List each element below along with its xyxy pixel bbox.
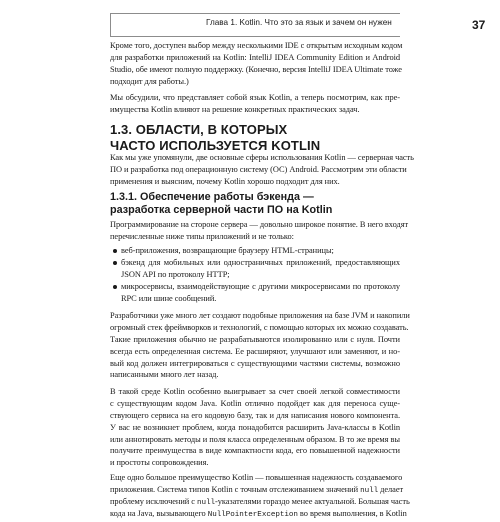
text-line xyxy=(110,484,404,496)
text-line: Такие приложения обычно не разрабатываются изолированно или с нуля. Почти xyxy=(110,334,400,344)
section-heading xyxy=(110,122,320,153)
text-line: RPC или шине сообщений. xyxy=(121,293,217,303)
paragraph-transition xyxy=(110,92,400,116)
text-line: JSON API по протоколу HTTP; xyxy=(121,269,230,279)
text-line: написанными много лет назад. xyxy=(110,370,219,380)
text-line: бэкенд для мобильных или одностраничных приложений, предоставляющих xyxy=(121,257,400,267)
paragraph-usage-areas xyxy=(110,152,414,188)
list-item xyxy=(110,281,400,305)
text-run: приложения. Система типов Kotlin с точным отслеживанием значений xyxy=(110,484,361,494)
page-number: 37 xyxy=(472,18,486,32)
running-header xyxy=(110,13,486,37)
section-heading-line: ЧАСТО ИСПОЛЬЗУЕТСЯ KOTLIN xyxy=(110,137,321,153)
running-title: Глава 1. Kotlin. Что это за язык и зачем он нужен xyxy=(206,18,392,27)
text-line xyxy=(110,496,410,508)
text-line: микросервисы, взаимодействующие с другими микросервисами по протоколу xyxy=(121,281,400,291)
list-item xyxy=(110,245,400,257)
paragraph-ide-options xyxy=(110,40,403,88)
text-line: перечисленные ниже типы приложений и не только: xyxy=(110,231,294,241)
text-line: имущества Kotlin влияют на решение конкретных практических задач. xyxy=(110,104,360,114)
text-run: -указателями гораздо менее актуальной. Большая часть xyxy=(214,496,410,506)
text-line: для разработки приложений на Kotlin: IntelliJ IDEA Community Edition и Android xyxy=(110,52,400,62)
text-line: всегда есть определенная система. Ее расширяют, улучшают или заменяют, и но- xyxy=(110,346,400,356)
paragraph-reliability xyxy=(110,472,410,520)
text-line: или аннотировать методы и поля класса определенным образом. В то же время вы xyxy=(110,434,400,444)
text-line xyxy=(110,508,407,520)
section-heading-line: 1.3. ОБЛАСТИ, В КОТОРЫХ xyxy=(110,122,288,137)
text-line: вый код должен интегрироваться с существующими частями системы, возможно xyxy=(110,358,400,368)
text-line: подходит для работы.) xyxy=(110,76,189,86)
subsection-heading xyxy=(110,191,332,217)
text-line: В такой среде Kotlin особенно выигрывает за счет своей легкой совместимости xyxy=(110,387,400,396)
text-line: с существующим кодом Java. Kotlin отлично подойдет как для переноса суще- xyxy=(110,398,400,408)
text-run: делает xyxy=(378,484,404,494)
text-line: ПО и разработка под операционную систему (ОС) Android. Рассмотрим эти области xyxy=(110,164,407,174)
text-line: ствующего сервиса на его кодовую базу, так и для написания нового компонента. xyxy=(110,410,400,420)
text-line: огромный стек фреймворков и технологий, с помощью которых их можно создавать. xyxy=(110,322,409,332)
list-item xyxy=(110,257,400,281)
subsection-heading-line: разработка серверной части ПО на Kotlin xyxy=(110,204,333,216)
text-line: Еще одно большое преимущество Kotlin — повышенная надежность создаваемого xyxy=(110,473,403,482)
bullet-icon xyxy=(113,285,117,289)
text-line: и простоты сопровождения. xyxy=(110,458,209,468)
text-line: применения и выясним, почему Kotlin хорошо подходит для них. xyxy=(110,176,340,186)
text-line: Studio, обе имеют полную поддержку. (Конечно, версия IntelliJ IDEA Ultimate тоже xyxy=(110,64,402,74)
paragraph-jvm-history xyxy=(110,310,410,381)
bullet-icon xyxy=(113,249,117,253)
paragraph-java-interop xyxy=(110,386,400,469)
text-run: кода на Java, вызывающего xyxy=(110,508,208,518)
text-line: веб-приложения, возвращающие браузеру HTML-страницы; xyxy=(121,246,334,255)
text-line: Программирование на стороне сервера — довольно широкое понятие. В него входят xyxy=(110,220,409,229)
text-line: Мы обсудили, что представляет собой язык Kotlin, а теперь посмотрим, как пре- xyxy=(110,93,400,102)
paragraph-server-side xyxy=(110,219,409,243)
text-run: во время выполнения, в Kotlin xyxy=(297,508,407,518)
code-null: null xyxy=(196,498,215,507)
code-null: null xyxy=(360,486,379,495)
text-run: проблему исключений с xyxy=(110,496,197,506)
text-line: Кроме того, доступен выбор между несколькими IDE с открытым исходным кодом xyxy=(110,41,403,50)
code-null-pointer-exception: NullPointerException xyxy=(207,510,298,519)
text-line: Разработчики уже много лет создают подобные приложения на базе JVM и накопили xyxy=(110,311,410,320)
subsection-heading-line: 1.3.1. Обеспечение работы бэкенда — xyxy=(110,191,314,203)
text-line: Как мы уже упомянули, две основные сферы использования Kotlin — серверная часть xyxy=(110,153,414,162)
bullet-icon xyxy=(113,261,117,265)
application-types-list xyxy=(110,245,400,304)
text-line: получите преимущества в виде компактности кода, его повышенной надежности xyxy=(110,446,400,456)
text-line: У вас не возникнет проблем, когда понадобится расширить Java-классы в Kotlin xyxy=(110,422,400,432)
